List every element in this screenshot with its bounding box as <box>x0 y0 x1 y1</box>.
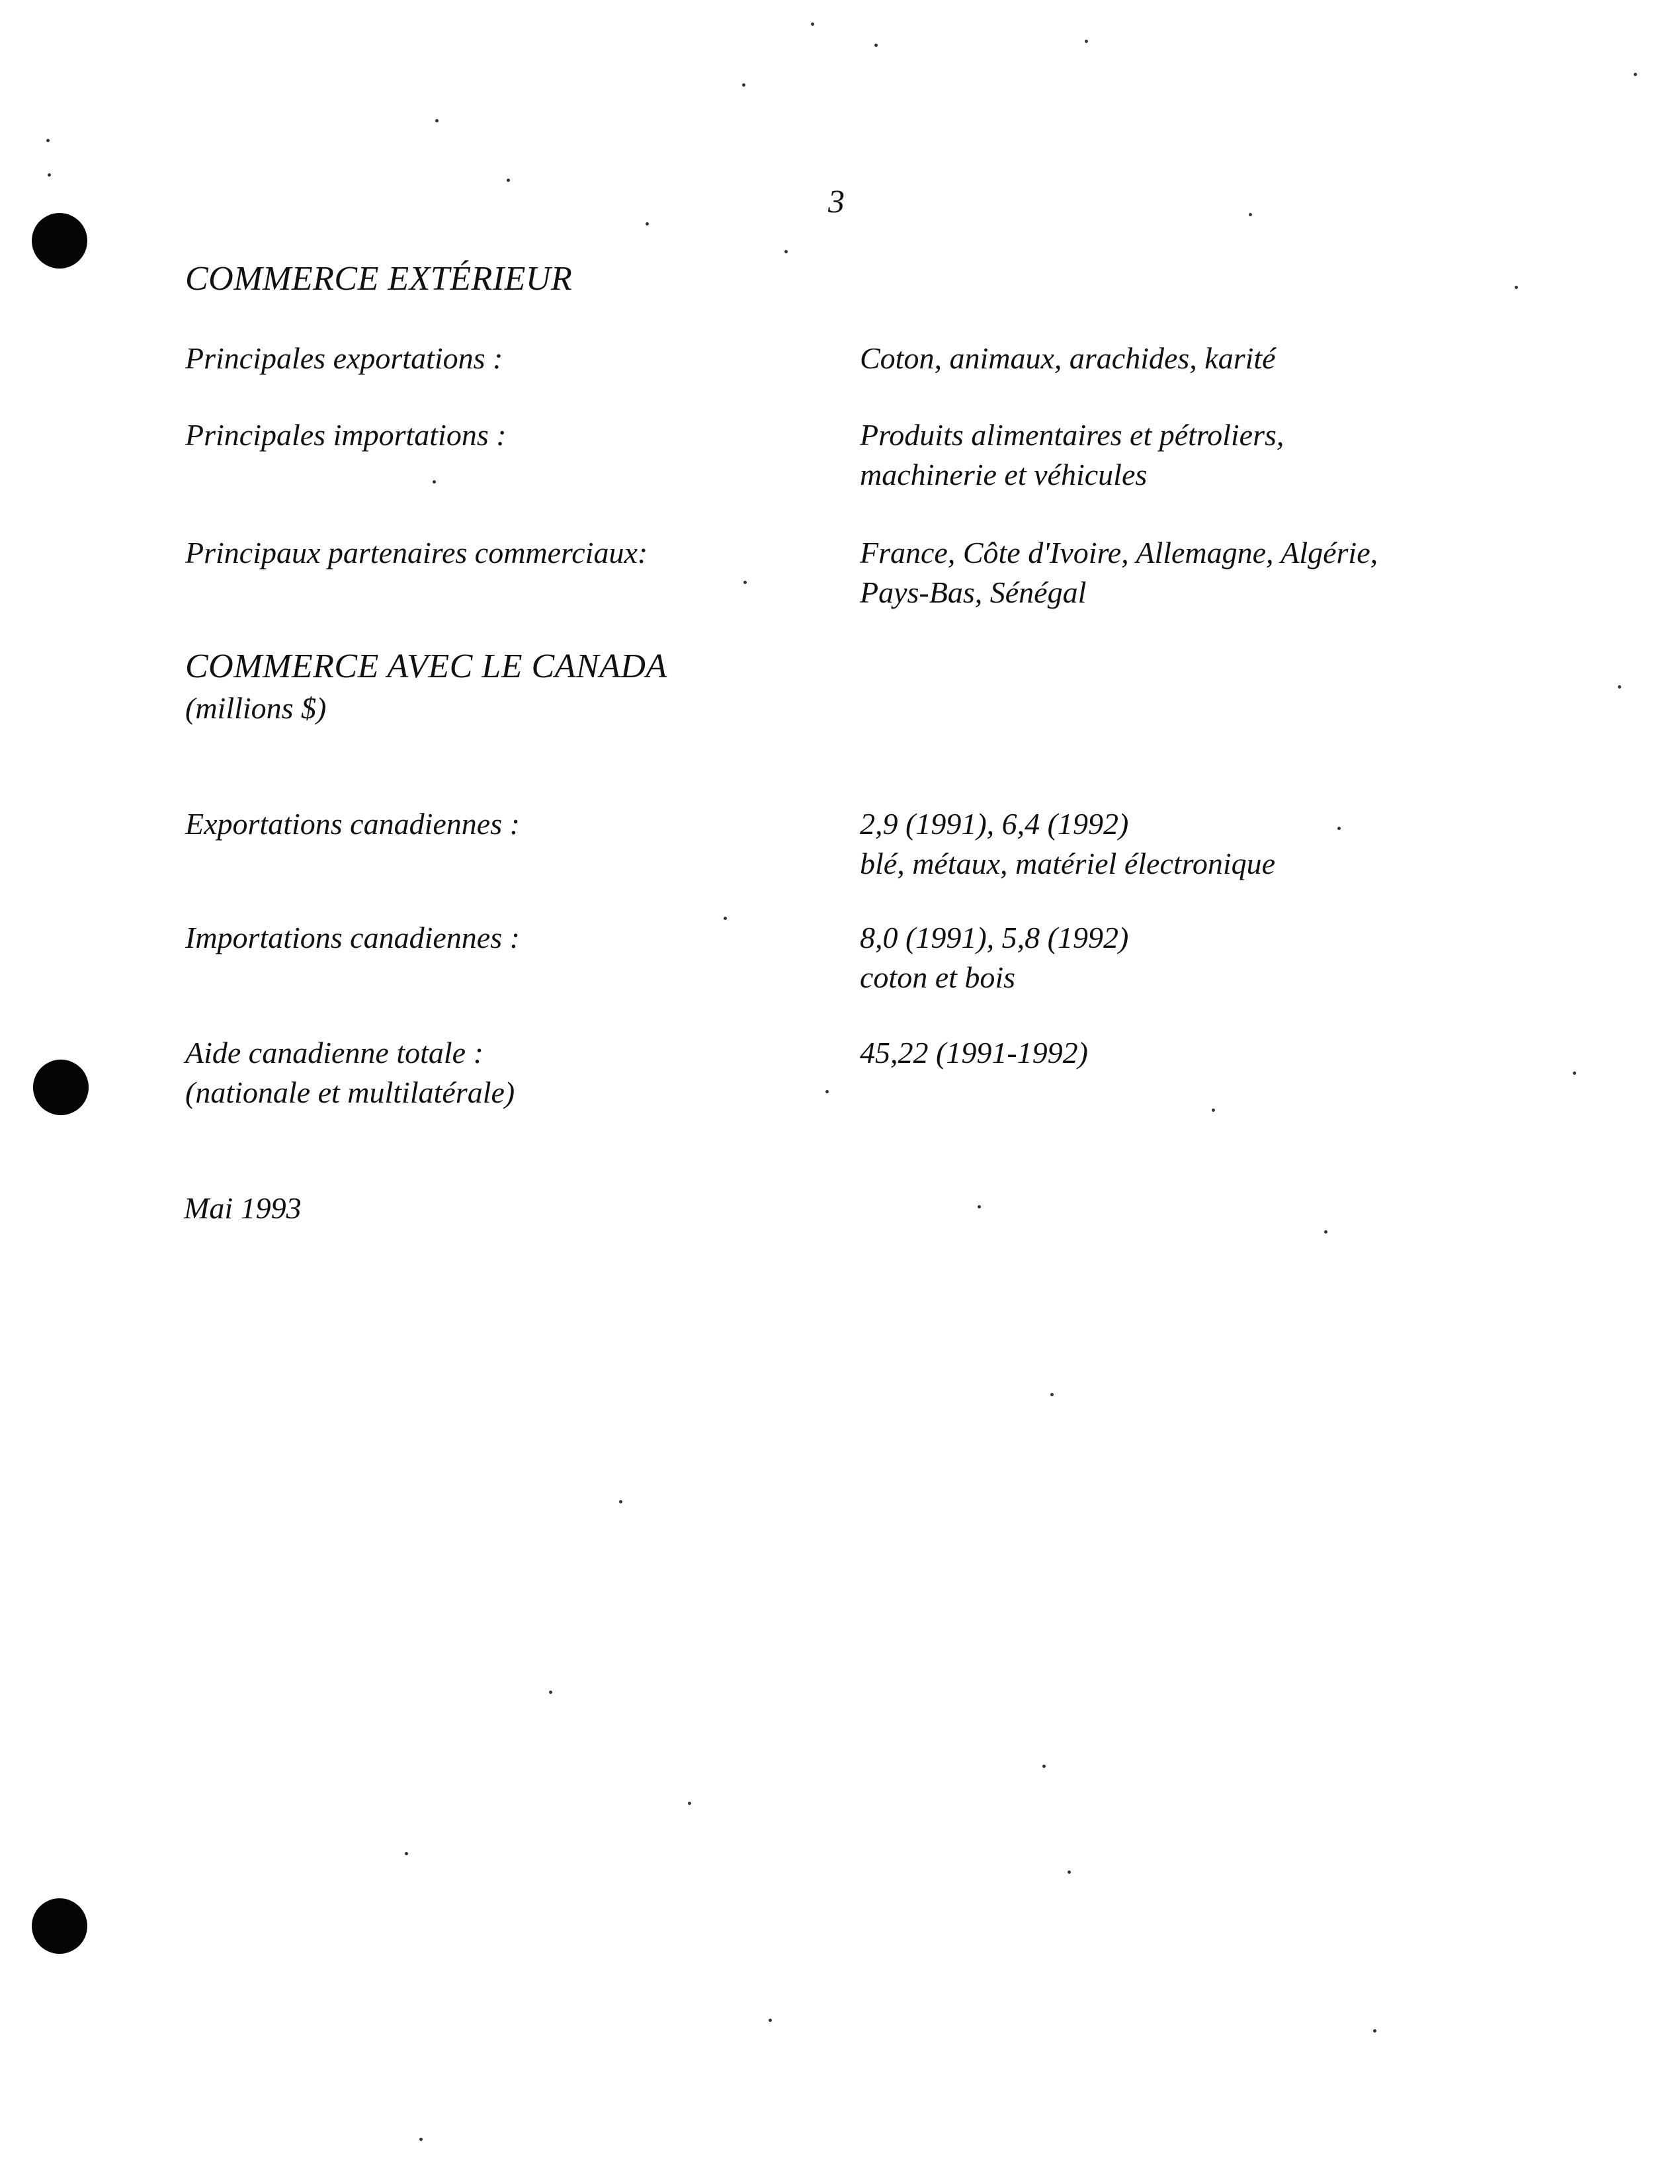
scan-speck <box>1634 73 1637 76</box>
scan-speck <box>549 1691 552 1694</box>
value-principaux-partenaires <box>860 533 1378 612</box>
punch-hole-top <box>32 213 87 269</box>
scan-speck <box>46 139 50 142</box>
value-line: Produits alimentaires et pétroliers, <box>860 418 1284 452</box>
scan-speck <box>1337 827 1341 830</box>
value-line: machinerie et véhicules <box>860 458 1148 491</box>
scan-speck <box>784 250 788 253</box>
label-line: (nationale et multilatérale) <box>185 1075 515 1109</box>
label-importations-canadiennes <box>185 918 520 958</box>
scan-speck <box>1515 286 1518 289</box>
value-line: blé, métaux, matériel électronique <box>860 847 1276 880</box>
scan-speck <box>507 179 510 182</box>
value-line: coton et bois <box>860 960 1016 994</box>
scan-speck <box>435 119 439 122</box>
label-principaux-partenaires: Principaux partenaires commerciaux: <box>185 536 648 569</box>
scan-speck <box>1373 2029 1376 2033</box>
punch-hole-middle <box>33 1060 89 1115</box>
label-line: Exportations canadiennes : <box>185 807 520 841</box>
scan-speck <box>811 22 814 26</box>
scan-speck <box>1050 1393 1054 1396</box>
scan-speck <box>688 1802 691 1805</box>
value-line: 2,9 (1991), 6,4 (1992) <box>860 807 1129 841</box>
document-date: Mai 1993 <box>184 1191 302 1225</box>
punch-hole-bottom <box>32 1898 87 1954</box>
value-line: 8,0 (1991), 5,8 (1992) <box>860 921 1129 954</box>
label-principales-importations: Principales importations : <box>185 418 507 452</box>
value-aide-canadienne <box>860 1033 1088 1073</box>
value-line: 45,22 (1991-1992) <box>860 1036 1088 1070</box>
scan-speck <box>1042 1765 1046 1768</box>
page-number: 3 <box>828 183 845 220</box>
value-principales-exportations <box>860 339 1276 378</box>
label-principales-exportations: Principales exportations : <box>185 341 503 375</box>
scan-speck <box>724 917 727 920</box>
scan-speck <box>419 2138 423 2141</box>
value-exportations-canadiennes <box>860 804 1275 884</box>
unit-label: (millions $) <box>185 691 327 725</box>
scan-speck <box>743 581 747 584</box>
scan-speck <box>48 173 51 177</box>
scan-speck <box>874 44 878 47</box>
scan-speck <box>1212 1109 1215 1112</box>
scan-speck <box>1085 40 1088 43</box>
scan-speck <box>1618 685 1621 689</box>
label-line: Importations canadiennes : <box>185 921 520 954</box>
scan-speck <box>769 2019 772 2022</box>
scan-speck <box>405 1852 408 1855</box>
value-line: France, Côte d'Ivoire, Allemagne, Algérie, <box>860 536 1378 569</box>
scan-speck <box>1324 1230 1327 1234</box>
section-heading-commerce-canada: COMMERCE AVEC LE CANADA <box>185 648 667 685</box>
value-importations-canadiennes <box>860 918 1128 997</box>
label-aide-canadienne <box>185 1033 515 1113</box>
value-principales-importations <box>860 415 1284 495</box>
scan-speck <box>646 222 649 226</box>
scan-speck <box>978 1205 981 1208</box>
label-line: Aide canadienne totale : <box>185 1036 483 1070</box>
scan-speck <box>742 83 745 87</box>
scan-speck <box>1573 1071 1576 1075</box>
scan-speck <box>1068 1870 1071 1874</box>
scan-speck <box>1249 213 1252 216</box>
scan-speck <box>433 480 436 483</box>
scan-speck <box>825 1090 829 1093</box>
label-exportations-canadiennes <box>185 804 520 844</box>
scan-speck <box>619 1500 622 1503</box>
value-line: Pays-Bas, Sénégal <box>860 575 1087 609</box>
value-line: Coton, animaux, arachides, karité <box>860 341 1276 375</box>
section-heading-commerce-exterieur: COMMERCE EXTÉRIEUR <box>185 260 573 298</box>
